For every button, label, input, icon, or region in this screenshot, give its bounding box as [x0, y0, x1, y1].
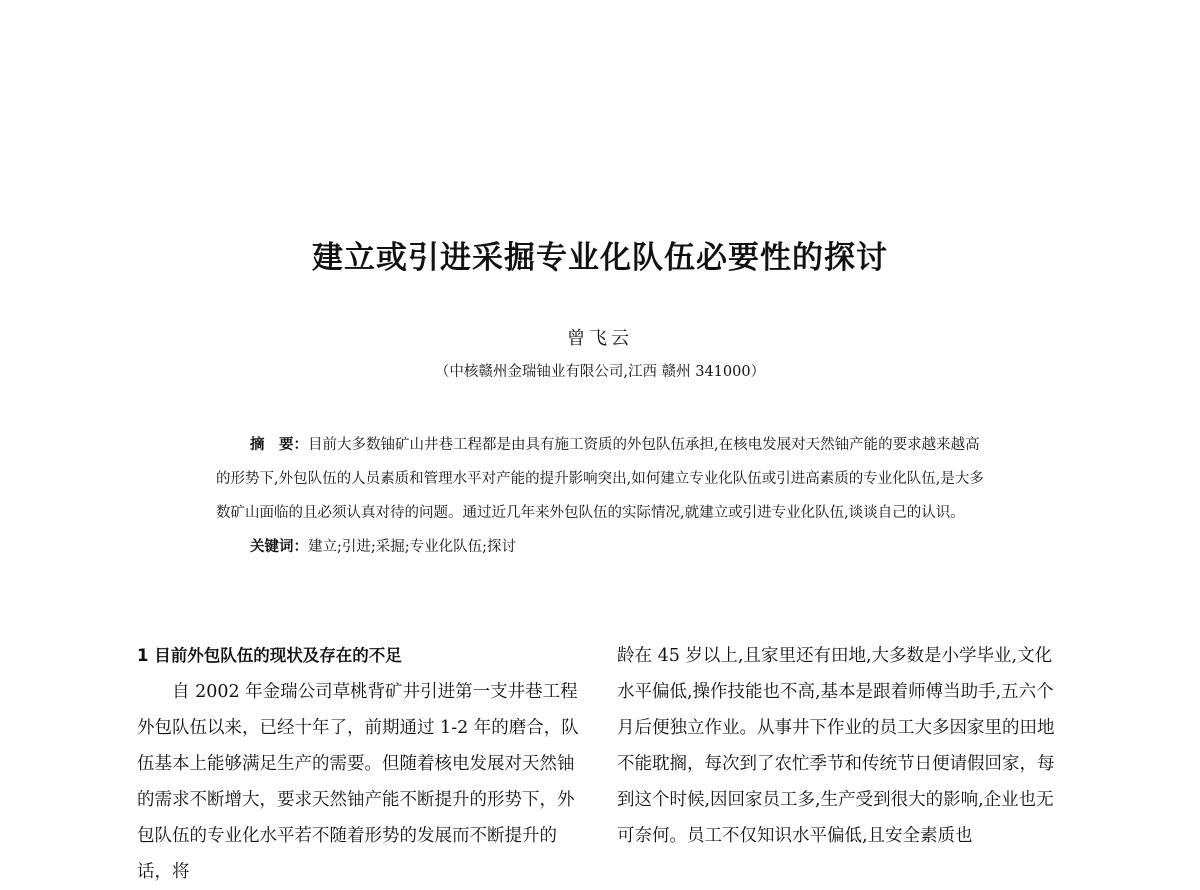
abstract-block: [216, 428, 986, 564]
abstract-paragraph: [216, 428, 986, 530]
body-column-right: [617, 638, 1065, 854]
keywords-label: 关键词：: [250, 539, 308, 555]
body-column-left: [137, 638, 585, 890]
abstract-text: 目前大多数铀矿山井巷工程都是由具有施工资质的外包队伍承担,在核电发展对天然铀产能的要求越来越高的形势下,外包队伍的人员素质和管理水平对产能的提升影响突出,如何建立专业化队伍或引进高素质的专业化队伍,是大多数矿山面临的且必须认真对待的问题。通过近几年来外包队伍的实际情况,就建立或引进专业化队伍,谈谈自己的认识。: [216, 437, 984, 521]
section-1-heading: 1 目前外包队伍的现状及存在的不足: [137, 646, 402, 665]
section-1-paragraph-left: 自 2002 年金瑞公司草桃背矿井引进第一支井巷工程外包队伍以来，已经十年了，前期通过 1-2 年的磨合，队伍基本上能够满足生产的需要。但随着核电发展对天然铀的需求不断增大，要求天然铀产能不断提升的形势下，外包队伍的专业化水平若不随着形势的发展而不断提升的话，将: [137, 682, 579, 882]
author-affiliation: （中核赣州金瑞铀业有限公司,江西 赣州 341000）: [434, 364, 766, 380]
keywords-paragraph: [216, 530, 986, 564]
author-name: 曾飞云: [567, 328, 633, 349]
section-1-paragraph-right: 龄在 45 岁以上,且家里还有田地,大多数是小学毕业,文化水平偏低,操作技能也不高,基本是跟着师傅当助手,五六个月后便独立作业。从事井下作业的员工大多因家里的田地不能耽搁，每次到了农忙季节和传统节日便请假回家，每到这个时候,因回家员工多,生产受到很大的影响,企业也无可奈何。员工不仅知识水平偏低,且安全素质也: [617, 646, 1055, 846]
paper-title: 建立或引进采掘专业化队伍必要性的探讨: [312, 240, 888, 276]
keywords-text: 建立;引进;采掘;专业化队伍;探讨: [308, 539, 517, 555]
abstract-label: 摘 要：: [250, 437, 308, 453]
